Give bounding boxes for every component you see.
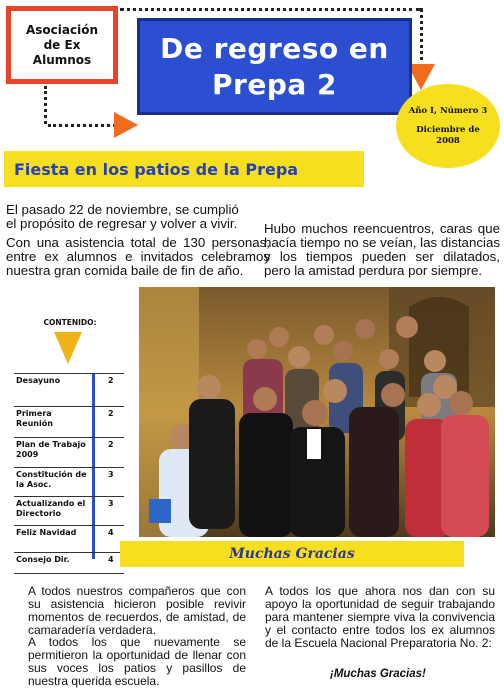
issue-date-line-2: 2008 — [436, 135, 460, 146]
dotted-line-right — [420, 8, 423, 68]
group-photo — [139, 287, 495, 537]
headline-bar — [4, 151, 364, 187]
contents-item[interactable]: Plan de Trabajo 2009 2 — [14, 437, 124, 467]
association-line-2: de Ex — [43, 37, 81, 52]
association-box — [6, 6, 118, 84]
issue-number: Año I, Número 3 — [408, 105, 488, 116]
contents-item[interactable]: Feliz Navidad 4 — [14, 525, 124, 552]
issue-badge — [396, 84, 500, 168]
thanks-left-paragraph-2: A todos los que nuevamente se permitieron la oportunidad de llenar con sus voces los patios y pasillos de nuestra querida escuela. — [28, 635, 246, 688]
article-paragraph-1: El pasado 22 de noviembre, se cumplió el propósito de regresar y volver a vivir. — [6, 202, 239, 231]
photo-caption: Muchas Gracias — [229, 546, 355, 562]
dotted-line-top — [120, 8, 420, 11]
contents-title: CONTENIDO: — [43, 318, 97, 327]
contents-item[interactable]: Desayuno 2 — [14, 373, 124, 406]
title-line-1: De regreso en — [160, 31, 389, 65]
dotted-line-left-vertical — [44, 86, 47, 124]
association-line-3: Alumnos — [32, 52, 92, 67]
contents-item[interactable]: Consejo Dir. 4 — [14, 552, 124, 574]
contents-item[interactable]: Constitución de la Asoc. 3 — [14, 467, 124, 496]
article-paragraph-2: Con una asistencia total de 130 personas, entre ex alumnos e invitados celebramos nuestra gran comida baile de fin de año. — [6, 235, 270, 278]
association-line-1: Asociación — [25, 22, 98, 37]
headline: Fiesta en los patios de la Prepa — [14, 159, 299, 179]
contents-list — [14, 373, 124, 574]
thanks-left-paragraph-1: A todos nuestros compañeros que con su asistencia hicieron posible revivir momentos de recuerdos, de amistad, de camaradería verdadera. — [28, 584, 246, 637]
title-banner — [137, 18, 412, 115]
thanks-right-paragraph: A todos los que ahora nos dan con su apoyo la oportunidad de seguir trabajando para mantener siempre viva la convivencia y el contacto entre todos los ex alumnos de la Escuela Nacional Preparatoria No. 2: — [265, 584, 495, 650]
contents-item[interactable]: Actualizando el Directorio 3 — [14, 496, 124, 525]
contents-item[interactable]: Primera Reunión 2 — [14, 406, 124, 437]
title-line-2: Prepa 2 — [212, 67, 337, 101]
photo-caption-bar — [120, 541, 464, 567]
contents-arrow-icon — [54, 332, 82, 364]
article-paragraph-3: Hubo muchos reencuentros, caras que hacía tiempo no se veían, las distancias y los tiempos pueden ser dilatados, pero la amistad perdura por siempre. — [264, 221, 500, 278]
arrow-right-icon — [114, 112, 138, 138]
dotted-line-left — [48, 124, 116, 127]
issue-date-line-1: Diciembre de — [416, 124, 480, 135]
thanks-closing: ¡Muchas Gracias! — [330, 668, 426, 680]
